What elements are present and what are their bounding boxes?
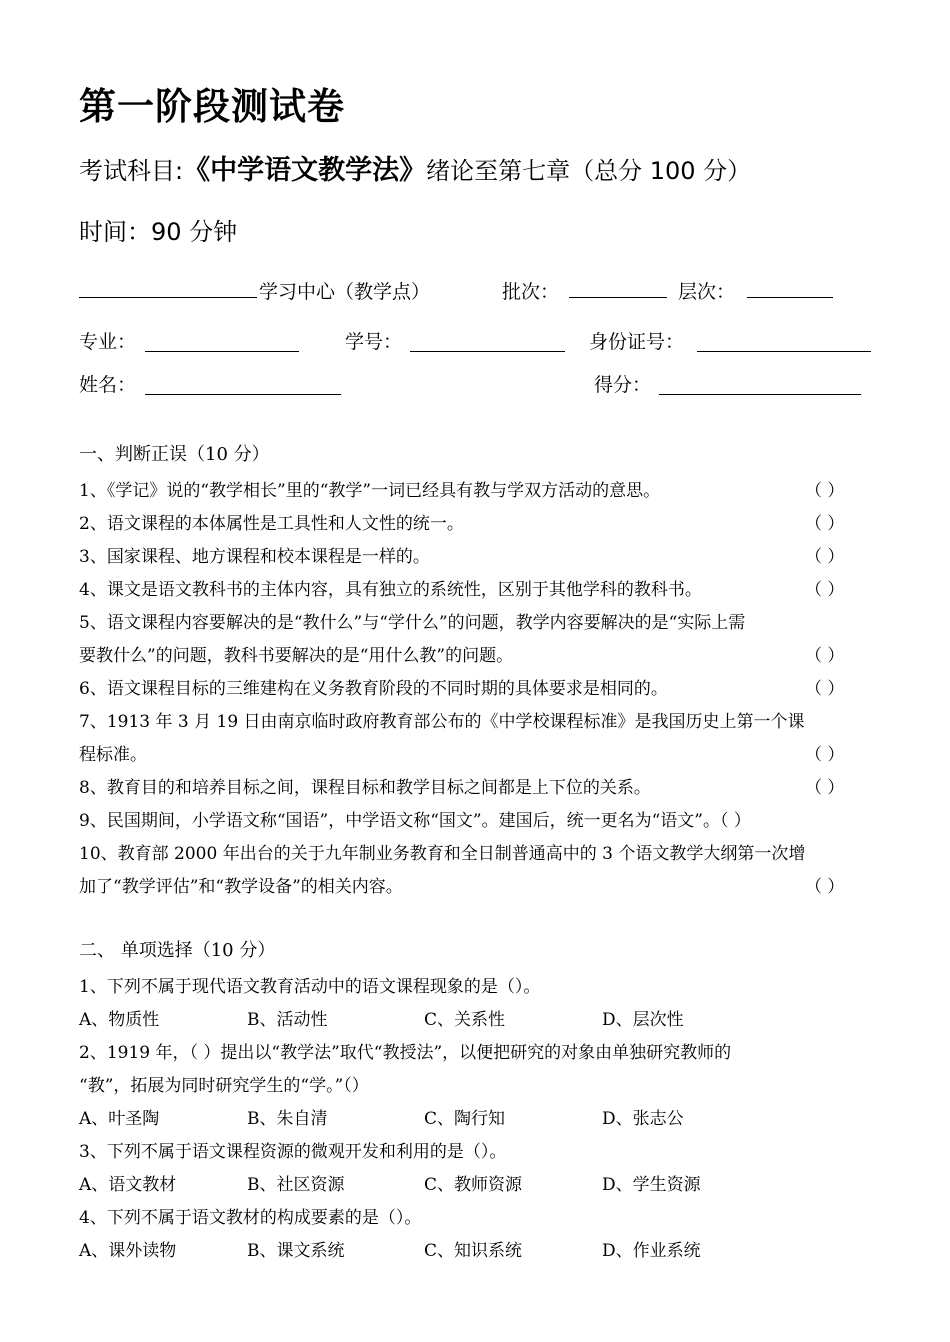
mc-question-cont: “教”，拓展为同时研究学生的“学。”（）: [79, 1076, 369, 1096]
option-d[interactable]: D、层次性: [602, 1010, 684, 1030]
subject-name: 《中学语文教学法》: [183, 155, 427, 186]
answer-paren[interactable]: （ ）: [805, 580, 845, 600]
mc-options: [79, 1170, 874, 1200]
level-blank[interactable]: [747, 277, 833, 298]
section-2-title: 二、 单项选择（10 分）: [79, 940, 276, 961]
tf-question: 7、1913 年 3 月 19 日由南京临时政府教育部公布的《中学校课程标准》是我国历史上第一个课: [79, 712, 805, 732]
option-b[interactable]: B、朱自清: [247, 1109, 328, 1129]
batch-blank[interactable]: [569, 277, 667, 298]
tf-question: 5、语文课程内容要解决的是“教什么”与“学什么”的问题，教学内容要解决的是“实际上需: [79, 613, 746, 633]
exam-time: 时间：90 分钟: [79, 218, 238, 246]
answer-paren[interactable]: （ ）: [805, 877, 845, 897]
tf-question: 2、语文课程的本体属性是工具性和人文性的统一。 （ ）: [79, 509, 874, 539]
id-label: 身份证号：: [589, 331, 685, 353]
option-a[interactable]: A、物质性: [79, 1010, 160, 1030]
tf-question: 8、教育目的和培养目标之间，课程目标和教学目标之间都是上下位的关系。 （ ）: [79, 773, 874, 803]
option-b[interactable]: B、课文系统: [247, 1241, 345, 1261]
option-d[interactable]: D、学生资源: [602, 1175, 701, 1195]
answer-paren[interactable]: （ ）: [805, 745, 845, 765]
tf-question: 9、民国期间，小学语文称“国语”，中学语文称“国文”。建国后，统一更名为“语文”。（ ）: [79, 811, 751, 831]
option-c[interactable]: C、教师资源: [424, 1175, 523, 1195]
student-no-label: 学号：: [345, 331, 403, 353]
section-1-title: 一、判断正误（10 分）: [79, 444, 270, 465]
mc-question: 3、下列不属于语文课程资源的微观开发和利用的是（）。: [79, 1142, 507, 1162]
answer-paren[interactable]: （ ）: [805, 481, 845, 501]
answer-paren[interactable]: （ ）: [805, 547, 845, 567]
major-blank[interactable]: [145, 331, 299, 352]
tf-question: 3、国家课程、地方课程和校本课程是一样的。 （ ）: [79, 542, 874, 572]
exam-subject: [79, 148, 751, 187]
option-a[interactable]: A、叶圣陶: [79, 1109, 160, 1129]
field-row-2: [79, 327, 879, 357]
tf-question-cont: 程标准。 （ ）: [79, 740, 874, 770]
tf-question: 6、语文课程目标的三维建构在义务教育阶段的不同时期的具体要求是相同的。 （ ）: [79, 674, 874, 704]
batch-label: 批次：: [502, 281, 560, 303]
mc-options: [79, 1104, 874, 1134]
option-a[interactable]: A、语文教材: [79, 1175, 177, 1195]
option-c[interactable]: C、陶行知: [424, 1109, 506, 1129]
score-blank[interactable]: [659, 374, 861, 395]
tf-question: 1、《学记》说的“教学相长”里的“教学”一词已经具有教与学双方活动的意思。 （ ）: [79, 476, 874, 506]
center-label: 学习中心（教学点）: [259, 281, 431, 303]
level-label: 层次：: [678, 281, 736, 303]
answer-paren[interactable]: （ ）: [805, 778, 845, 798]
tf-question-cont: 加了“教学评估”和“教学设备”的相关内容。 （ ）: [79, 872, 874, 902]
option-c[interactable]: C、关系性: [424, 1010, 506, 1030]
tf-question: 4、课文是语文教科书的主体内容，具有独立的系统性，区别于其他学科的教科书。 （ ）: [79, 575, 874, 605]
page-title: 第一阶段测试卷: [79, 85, 345, 128]
name-label: 姓名：: [79, 374, 137, 396]
tf-question: 10、教育部 2000 年出台的关于九年制业务教育和全日制普通高中的 3 个语文教学大纲第一次增: [79, 844, 806, 864]
score-label: 得分：: [594, 374, 652, 396]
field-row-1: [79, 277, 879, 307]
mc-options: [79, 1005, 874, 1035]
option-a[interactable]: A、课外读物: [79, 1241, 177, 1261]
answer-paren[interactable]: （ ）: [805, 514, 845, 534]
option-b[interactable]: B、活动性: [247, 1010, 328, 1030]
answer-paren[interactable]: （ ）: [805, 646, 845, 666]
tf-question-cont: 要教什么”的问题，教科书要解决的是“用什么教”的问题。 （ ）: [79, 641, 874, 671]
id-blank[interactable]: [697, 331, 871, 352]
center-blank[interactable]: [79, 277, 257, 298]
option-d[interactable]: D、作业系统: [602, 1241, 701, 1261]
mc-options: [79, 1236, 874, 1266]
subject-suffix: 绪论至第七章（总分 100 分）: [426, 157, 752, 185]
major-label: 专业：: [79, 331, 137, 353]
mc-question: 1、下列不属于现代语文教育活动中的语文课程现象的是（）。: [79, 977, 541, 997]
name-blank[interactable]: [145, 374, 341, 395]
mc-question: 4、下列不属于语文教材的构成要素的是（）。: [79, 1208, 422, 1228]
student-no-blank[interactable]: [410, 331, 565, 352]
field-row-3: [79, 370, 879, 400]
option-d[interactable]: D、张志公: [602, 1109, 684, 1129]
option-c[interactable]: C、知识系统: [424, 1241, 523, 1261]
answer-paren[interactable]: （ ）: [805, 679, 845, 699]
subject-prefix: 考试科目:: [79, 157, 184, 185]
mc-question: 2、1919 年，（ ）提出以“教学法”取代“教授法”，以便把研究的对象由单独研究教师的: [79, 1043, 732, 1063]
option-b[interactable]: B、社区资源: [247, 1175, 345, 1195]
